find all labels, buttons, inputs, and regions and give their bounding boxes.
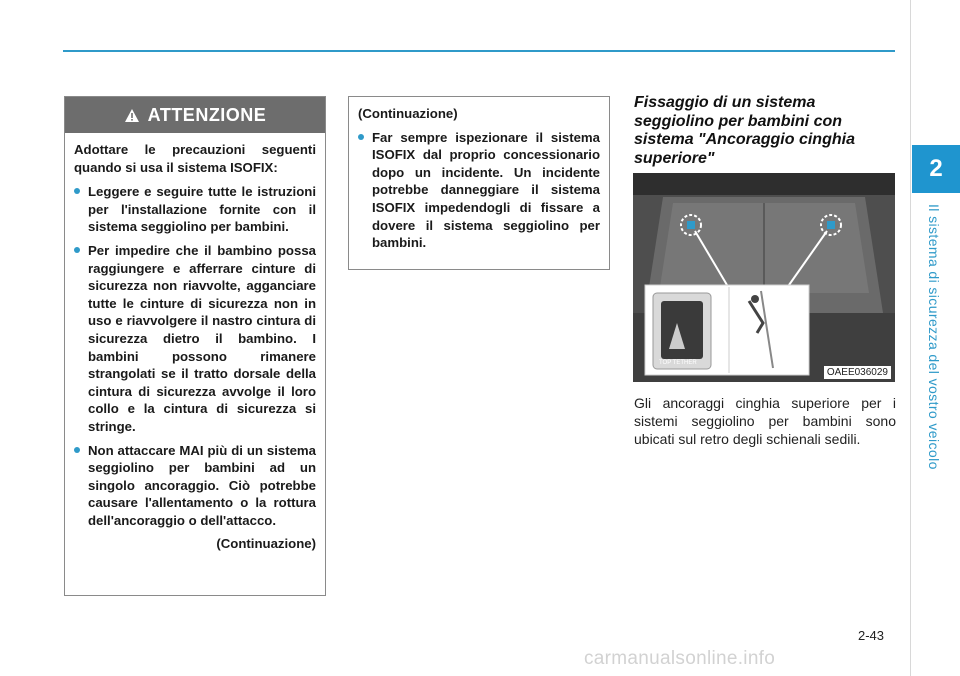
section-paragraph: Gli ancoraggi cinghia superiore per i sistemi seggiolino per bambini sono ubicati sul retro degli schienali sedili. [634, 395, 896, 447]
top-rule [63, 50, 895, 52]
continued-warning-box [348, 96, 610, 270]
list-item-text: Non attaccare MAI più di un sistema seggiolino per bambini ad un singolo ancoraggio. Ciò potrebbe causare l'allentamento o la rottura dell'ancoraggio o dell'attacco. [88, 442, 316, 528]
cargo-area-drawing [633, 173, 895, 382]
section-title: Fissaggio di un sistema seggiolino per bambini con sistema "Ancoraggio cinghia superiore" [634, 94, 855, 167]
warning-header [65, 97, 325, 133]
warning-list [74, 183, 316, 529]
warning-intro: Adottare le precauzioni seguenti quando si usa il sistema ISOFIX: [74, 142, 316, 175]
warning-triangle-icon [124, 108, 140, 123]
list-item-text: Per impedire che il bambino possa raggiungere e afferrare cinture di sicurezza non riavvolte, agganciare tutte le cinture di sicurezza non in uso e riavvolgere il nastro cintura di sicurezza dietro il bambino. I bambini possono rimanere strangolati se il tratto dorsale della cintura di sicurezza avvolge il loro collo e la cintura di sicurezza si stringe. [88, 242, 316, 434]
image-code: OAEE036029 [824, 366, 891, 379]
page-number: 2-43 [858, 628, 885, 643]
list-item [358, 129, 600, 252]
continued-list [358, 129, 600, 252]
top-tether-illustration [633, 173, 895, 382]
warning-box [64, 96, 326, 596]
warning-header-label: ATTENZIONE [147, 104, 267, 125]
chapter-tab[interactable]: 2 [912, 145, 960, 193]
chapter-title-vertical: Il sistema di sicurezza del vostro veicolo [926, 204, 942, 470]
inset-label: TOP TETHER [659, 360, 697, 366]
watermark: carmanualsonline.info [584, 648, 776, 669]
continuation-label: (Continuazione) [216, 536, 316, 552]
bullet-icon [358, 134, 364, 140]
list-item [74, 242, 316, 436]
bullet-icon [74, 447, 80, 453]
list-item [74, 183, 316, 236]
continued-label: (Continuazione) [358, 106, 458, 121]
side-divider [910, 0, 911, 676]
list-item [74, 442, 316, 530]
list-item-text: Far sempre ispezionare il sistema ISOFIX dal proprio concessionario dopo un incidente. Un incidente potrebbe danneggiare il sistema ISOFIX impedendogli di fissare a dovere il sistema seggiolino per bambini. [372, 129, 600, 251]
bullet-icon [74, 188, 80, 194]
list-item-text: Leggere e seguire tutte le istruzioni per l'installazione fornite con il sistema seggiolino per bambini. [88, 184, 316, 235]
bullet-icon [74, 247, 80, 253]
